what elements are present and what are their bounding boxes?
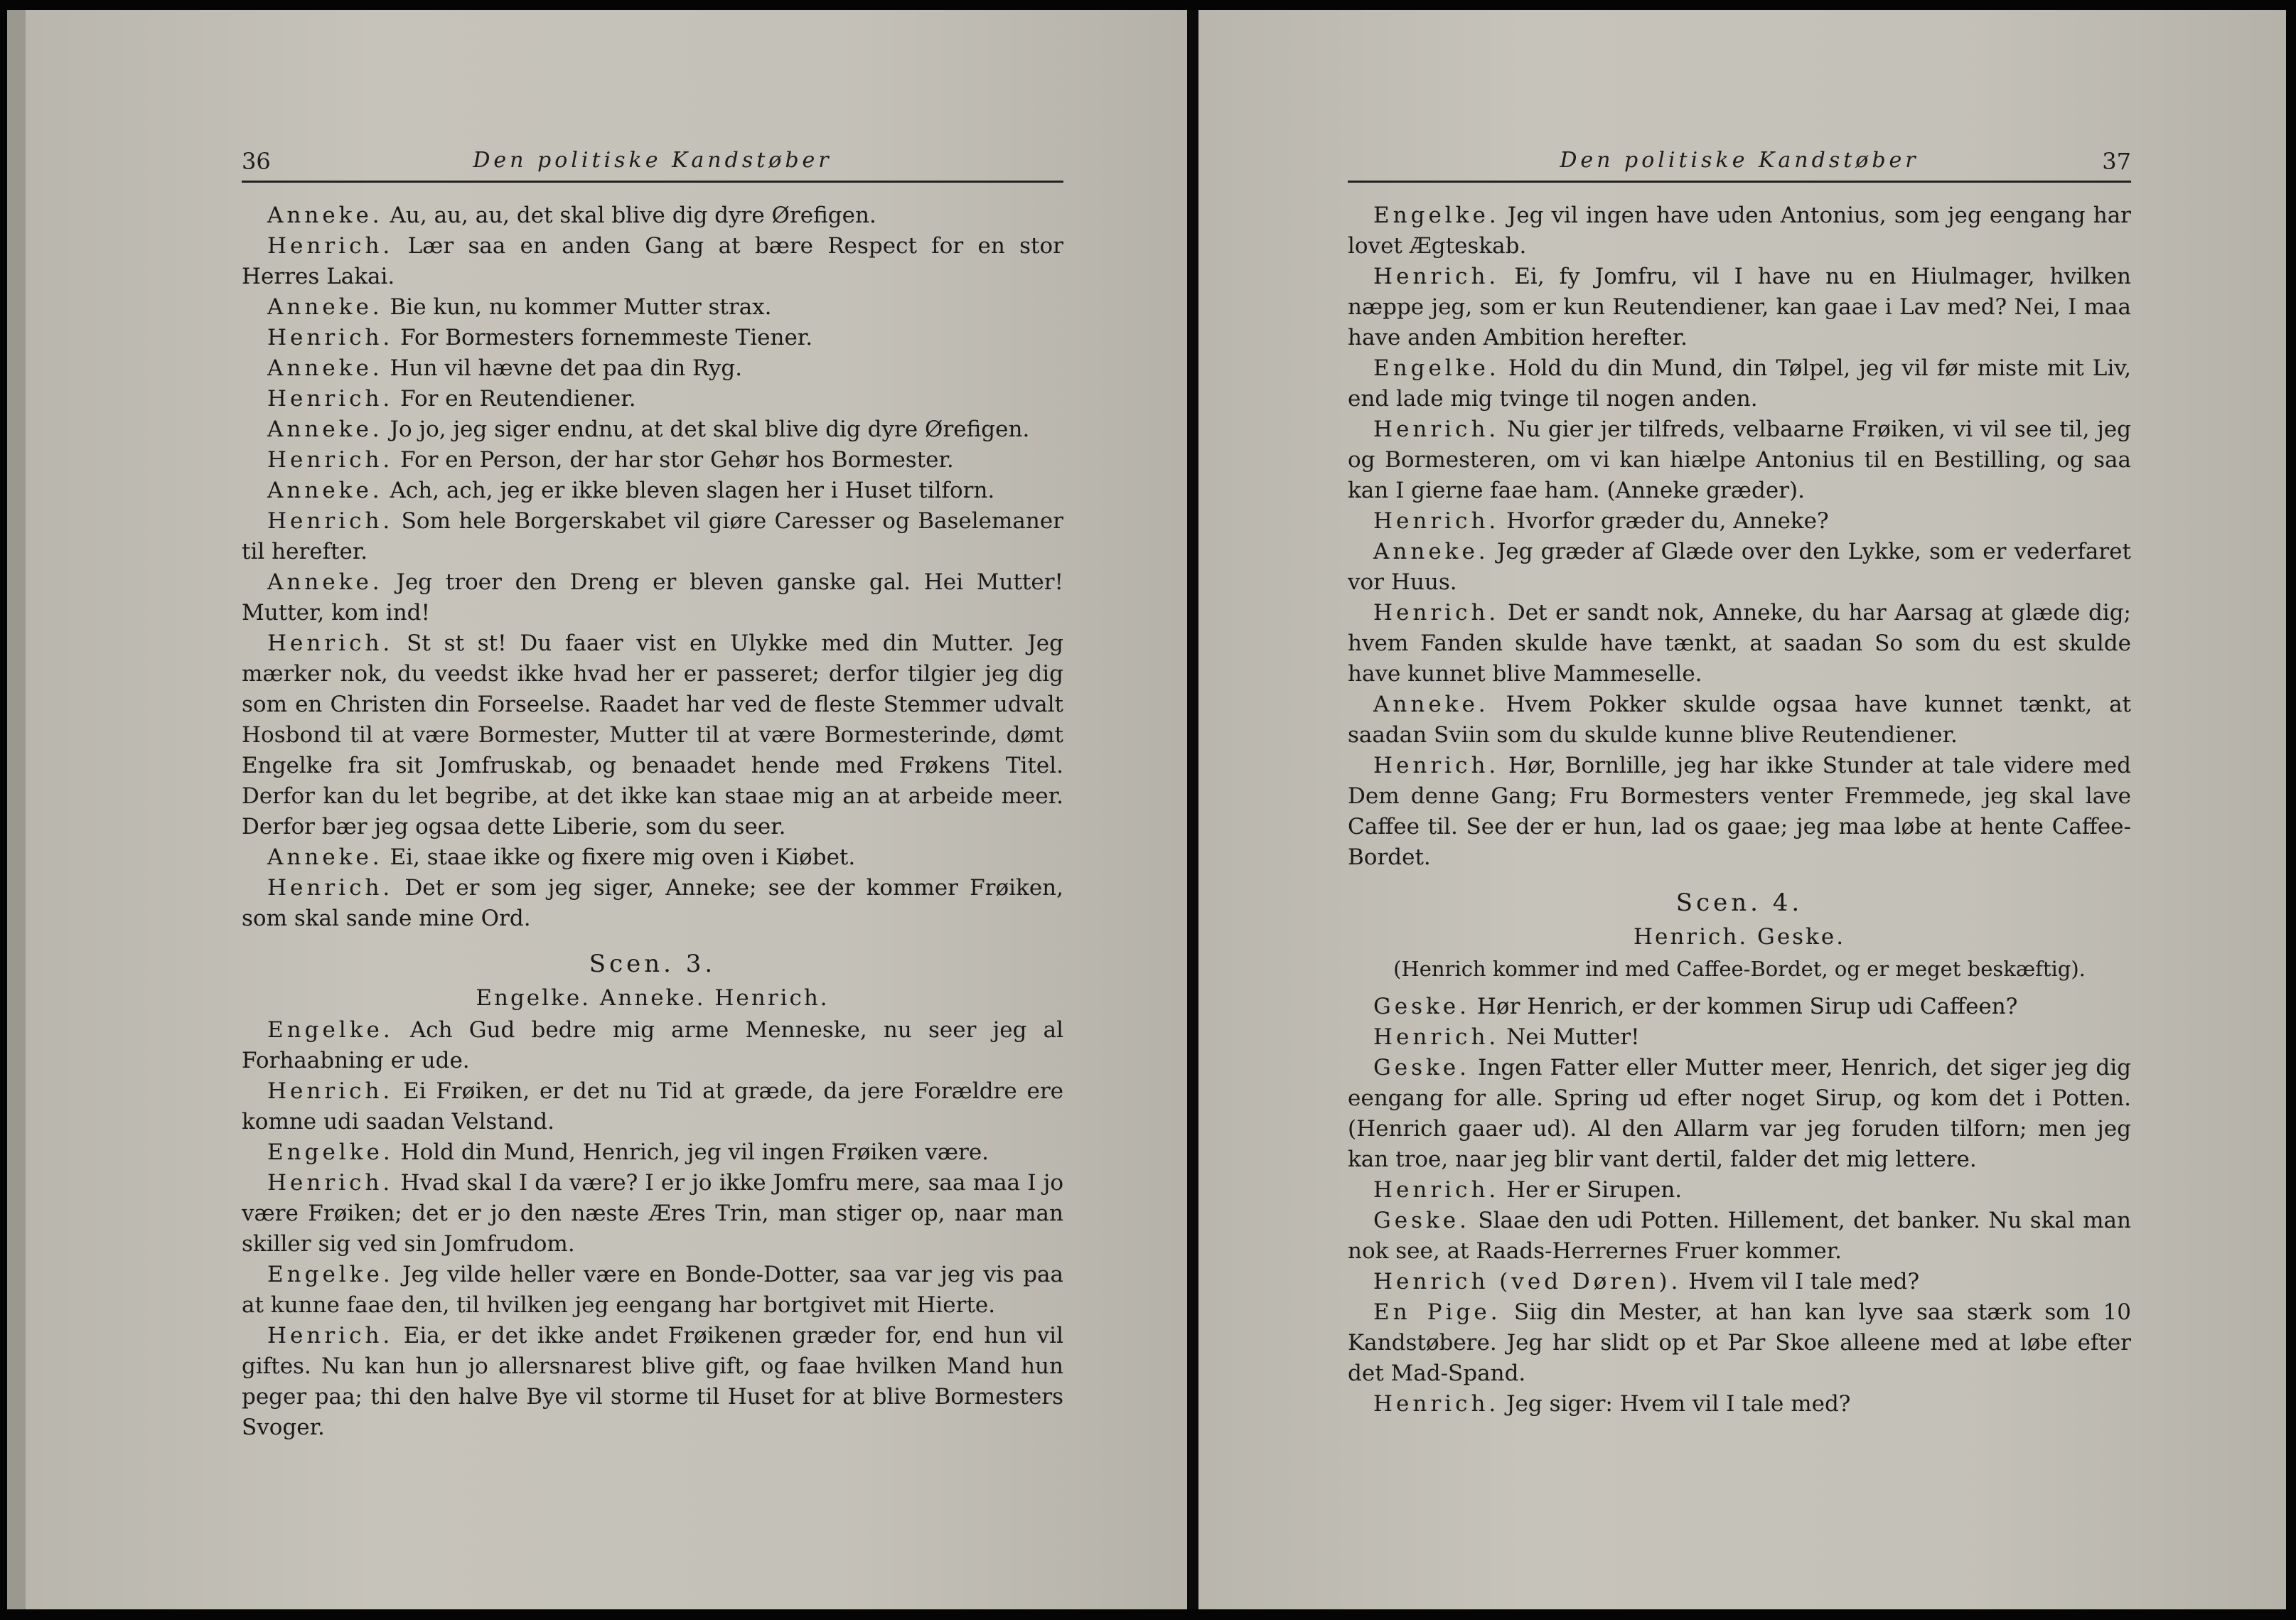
left-page-number: 36 <box>242 148 271 175</box>
left-page-body <box>242 200 1063 1443</box>
speaker-name: Henrich. <box>267 875 394 901</box>
dialogue-line <box>1348 262 2131 353</box>
speaker-name: Engelke. <box>267 1139 394 1165</box>
speaker-name: Henrich. <box>1373 753 1500 778</box>
dialogue-text: Ach, ach, jeg er ikke bleven slagen her i Huset tilforn. <box>390 478 995 503</box>
speaker-name: Anneke. <box>1373 539 1489 564</box>
speaker-name: Engelke. <box>1373 203 1500 228</box>
dialogue-line <box>1348 200 2131 262</box>
speaker-name: Anneke. <box>267 355 383 381</box>
dialogue-text: Jo jo, jeg siger endnu, at det skal blive dig dyre Ørefigen. <box>390 417 1030 442</box>
dialogue-text: Ingen Fatter eller Mutter meer, Henrich, det siger jeg dig eengang for alle. Spring ud efter noget Sirup, og kom det i Potten. (Henrich gaaer ud). Al den Allarm var jeg foruden tilforn; men jeg kan troe, naar jeg blir vant dertil, falder det mig lettere. <box>1348 1055 2131 1172</box>
dialogue-text: Siig din Mester, at han kan lyve saa stærk som 10 Kandstøbere. Jeg har slidt op et Par Skoe alleene med at løbe efter det Mad-Spand. <box>1348 1299 2131 1386</box>
speaker-name: Henrich. <box>1373 508 1500 534</box>
dialogue-line <box>1348 537 2131 598</box>
right-page-header <box>1348 145 2131 183</box>
dialogue-line <box>1348 1175 2131 1206</box>
dialogue-text: St st st! Du faaer vist en Ulykke med din Mutter. Jeg mærker nok, du veedst ikke hvad her er passeret; derfor tilgier jeg dig som en Christen din Forseelse. Raadet har ved de fleste Stemmer udvalt Hosbond til at være Bormester, Mutter til at være Bormesterinde, dømt Engelke fra sit Jomfruskab, og benaadet hende med Frøkens Titel. Derfor kan du let begribe, at det ikke kan staae mig an at arbeide meer. Derfor bær jeg ogsaa dette Liberie, som du seer. <box>242 631 1063 839</box>
dialogue-text: Jeg vil ingen have uden Antonius, som jeg eengang har lovet Ægteskab. <box>1348 203 2131 259</box>
speaker-name: Geske. <box>1373 1055 1471 1080</box>
dialogue-text: Jeg siger: Hvem vil I tale med? <box>1506 1391 1851 1417</box>
dialogue-line <box>242 1076 1063 1137</box>
dialogue-line <box>242 1168 1063 1260</box>
dialogue-line <box>242 323 1063 353</box>
dialogue-line <box>242 1321 1063 1443</box>
dialogue-text: Hør Henrich, er der kommen Sirup udi Caffeen? <box>1476 994 2018 1019</box>
dialogue-text: Her er Sirupen. <box>1506 1177 1683 1203</box>
speaker-name: Engelke. <box>1373 355 1500 381</box>
left-page-header <box>242 145 1063 183</box>
speaker-name: Henrich. <box>267 1170 394 1196</box>
speaker-name: Henrich. <box>267 447 394 473</box>
dialogue-text: Eia, er det ikke andet Frøikenen græder for, end hun vil giftes. Nu kan hun jo allersnarest blive gift, og faae hvilken Mand hun peger paa; thi den halve Bye vil storme til Huset for at blive Bormesters Svoger. <box>242 1323 1064 1440</box>
dialogue-text: Det er som jeg siger, Anneke; see der kommer Frøiken, som skal sande mine Ord. <box>242 875 1064 931</box>
dialogue-line <box>242 476 1063 506</box>
dialogue-text: Nei Mutter! <box>1506 1024 1640 1050</box>
dialogue-text: Hun vil hævne det paa din Ryg. <box>390 355 743 381</box>
speaker-name: Henrich. <box>1373 600 1500 626</box>
dialogue-line <box>1348 1022 2131 1053</box>
speaker-name: Anneke. <box>267 417 383 442</box>
scene-4-cast: Henrich. Geske. <box>1633 924 1846 950</box>
dialogue-line <box>242 842 1063 873</box>
dialogue-text: Ei Frøiken, er det nu Tid at græde, da jere Forældre ere komne udi saadan Velstand. <box>242 1078 1064 1134</box>
dialogue-line <box>242 292 1063 323</box>
dialogue-text: Lær saa en anden Gang at bære Respect for en stor Herres Lakai. <box>242 233 1063 289</box>
dialogue-text: Jeg græder af Glæde over den Lykke, som er vederfaret vor Huus. <box>1348 539 2131 595</box>
dialogue-line <box>1348 598 2131 690</box>
dialogue-text: Som hele Borgerskabet vil giøre Caresser og Baselemaner til herefter. <box>242 508 1063 564</box>
dialogue-line <box>242 414 1063 445</box>
dialogue-line <box>242 1137 1063 1168</box>
dialogue-text: Hvad skal I da være? I er jo ikke Jomfru mere, saa maa I jo være Frøiken; det er jo den næste Æres Trin, man stiger op, naar man skiller sig ved sin Jomfrudom. <box>242 1170 1063 1257</box>
right-page-number: 37 <box>2102 148 2131 175</box>
dialogue-line <box>242 231 1063 292</box>
speaker-name: Henrich. <box>1373 1177 1500 1203</box>
dialogue-line <box>1348 1206 2131 1267</box>
dialogue-text: For en Person, der har stor Gehør hos Bormester. <box>400 447 954 473</box>
dialogue-line <box>242 384 1063 414</box>
speaker-name: Anneke. <box>267 203 383 228</box>
speaker-name: Henrich. <box>1373 264 1500 289</box>
speaker-name: Henrich. <box>267 1078 394 1104</box>
speaker-name: Henrich. <box>267 1323 394 1348</box>
speaker-name: Henrich. <box>267 508 394 534</box>
speaker-name: Henrich. <box>267 325 394 350</box>
speaker-name: Engelke. <box>267 1262 394 1287</box>
dialogue-text: Det er sandt nok, Anneke, du har Aarsag at glæde dig; hvem Fanden skulde have tænkt, at saadan So som du est skulde have kunnet blive Mammeselle. <box>1348 600 2131 687</box>
speaker-name: Henrich. <box>267 233 394 259</box>
dialogue-text: For Bormesters fornemmeste Tiener. <box>400 325 813 350</box>
right-page <box>1198 10 2286 1609</box>
dialogue-line <box>242 1260 1063 1321</box>
speaker-name: Anneke. <box>267 478 383 503</box>
speaker-name: Anneke. <box>267 569 383 595</box>
left-running-title: Den politiske Kandstøber <box>473 148 832 173</box>
dialogue-line <box>242 445 1063 476</box>
speaker-name: Anneke. <box>1373 692 1489 717</box>
speaker-name: Henrich. <box>1373 1391 1500 1417</box>
dialogue-line <box>1348 1053 2131 1175</box>
right-running-title: Den politiske Kandstøber <box>1560 148 1919 173</box>
dialogue-line <box>1348 414 2131 506</box>
speaker-name: Geske. <box>1373 994 1471 1019</box>
dialogue-text: Jeg vilde heller være en Bonde-Dotter, saa var jeg vis paa at kunne faae den, til hvilken jeg eengang har bortgivet mit Hierte. <box>242 1262 1063 1318</box>
dialogue-text: Ei, staae ikke og fixere mig oven i Kiøbet. <box>390 844 856 870</box>
left-page <box>7 10 1187 1609</box>
dialogue-text: Hør, Bornlille, jeg har ikke Stunder at tale videre med Dem denne Gang; Fru Bormesters venter Fremmede, jeg skal lave Caffee til. See der er hun, lad os gaae; jeg maa løbe at hente Caffee-Bordet. <box>1348 753 2131 870</box>
dialogue-text: For en Reutendiener. <box>400 386 636 412</box>
dialogue-line <box>1348 1297 2131 1389</box>
speaker-name: Anneke. <box>267 294 383 320</box>
dialogue-line <box>1348 690 2131 751</box>
dialogue-text: Hvem Pokker skulde ogsaa have kunnet tænkt, at saadan Sviin som du skulde kunne blive Reutendiener. <box>1348 692 2132 748</box>
dialogue-text: Hvem vil I tale med? <box>1688 1269 1920 1294</box>
speaker-name: Henrich (ved Døren). <box>1373 1269 1682 1294</box>
speaker-name: Henrich. <box>267 386 394 412</box>
scene-3-heading: Scen. 3. <box>589 950 717 978</box>
dialogue-text: Hvorfor græder du, Anneke? <box>1506 508 1829 534</box>
dialogue-line <box>1348 353 2131 414</box>
dialogue-line <box>1348 992 2131 1022</box>
dialogue-text: Hold din Mund, Henrich, jeg vil ingen Frøiken være. <box>400 1139 989 1165</box>
dialogue-line <box>1348 1389 2131 1420</box>
scene-4-heading: Scen. 4. <box>1675 889 1803 917</box>
dialogue-text: Jeg troer den Dreng er bleven ganske gal. Hei Mutter! Mutter, kom ind! <box>242 569 1063 626</box>
dialogue-text: Au, au, au, det skal blive dig dyre Ørefigen. <box>390 203 876 228</box>
right-page-body <box>1348 200 2131 1420</box>
speaker-name: Anneke. <box>267 844 383 870</box>
speaker-name: Henrich. <box>267 631 394 656</box>
speaker-name: Henrich. <box>1373 417 1500 442</box>
dialogue-line <box>242 506 1063 567</box>
dialogue-line <box>1348 506 2131 537</box>
scene-3-cast: Engelke. Anneke. Henrich. <box>476 985 830 1011</box>
stage-direction: (Henrich kommer ind med Caffee-Bordet, og er meget beskæftig). <box>1393 957 2086 981</box>
dialogue-line <box>242 873 1063 934</box>
dialogue-line <box>1348 751 2131 873</box>
dialogue-line <box>242 353 1063 384</box>
speaker-name: En Pige. <box>1373 1299 1501 1325</box>
dialogue-line <box>242 567 1063 628</box>
dialogue-text: Ach Gud bedre mig arme Menneske, nu seer jeg al Forhaabning er ude. <box>242 1017 1063 1073</box>
dialogue-line <box>1348 1267 2131 1297</box>
speaker-name: Geske. <box>1373 1208 1471 1233</box>
book-gutter <box>1187 10 1198 1609</box>
speaker-name: Henrich. <box>1373 1024 1500 1050</box>
dialogue-line <box>242 200 1063 231</box>
speaker-name: Engelke. <box>267 1017 394 1043</box>
dialogue-text: Hold du din Mund, din Tølpel, jeg vil før miste mit Liv, end lade mig tvinge til nogen anden. <box>1348 355 2131 412</box>
dialogue-line <box>242 1015 1063 1076</box>
dialogue-text: Ei, fy Jomfru, vil I have nu en Hiulmager, hvilken næppe jeg, som er kun Reutendiener, kan gaae i Lav med? Nei, I maa have anden Ambition herefter. <box>1348 264 2132 350</box>
dialogue-text: Nu gier jer tilfreds, velbaarne Frøiken, vi vil see til, jeg og Bormesteren, om vi kan hiælpe Antonius til en Bestilling, og saa kan I gierne faae ham. (Anneke græder). <box>1348 417 2131 503</box>
dialogue-line <box>242 628 1063 842</box>
dialogue-text: Slaae den udi Potten. Hillement, det banker. Nu skal man nok see, at Raads-Herrernes Fruer kommer. <box>1348 1208 2132 1264</box>
dialogue-text: Bie kun, nu kommer Mutter strax. <box>390 294 772 320</box>
